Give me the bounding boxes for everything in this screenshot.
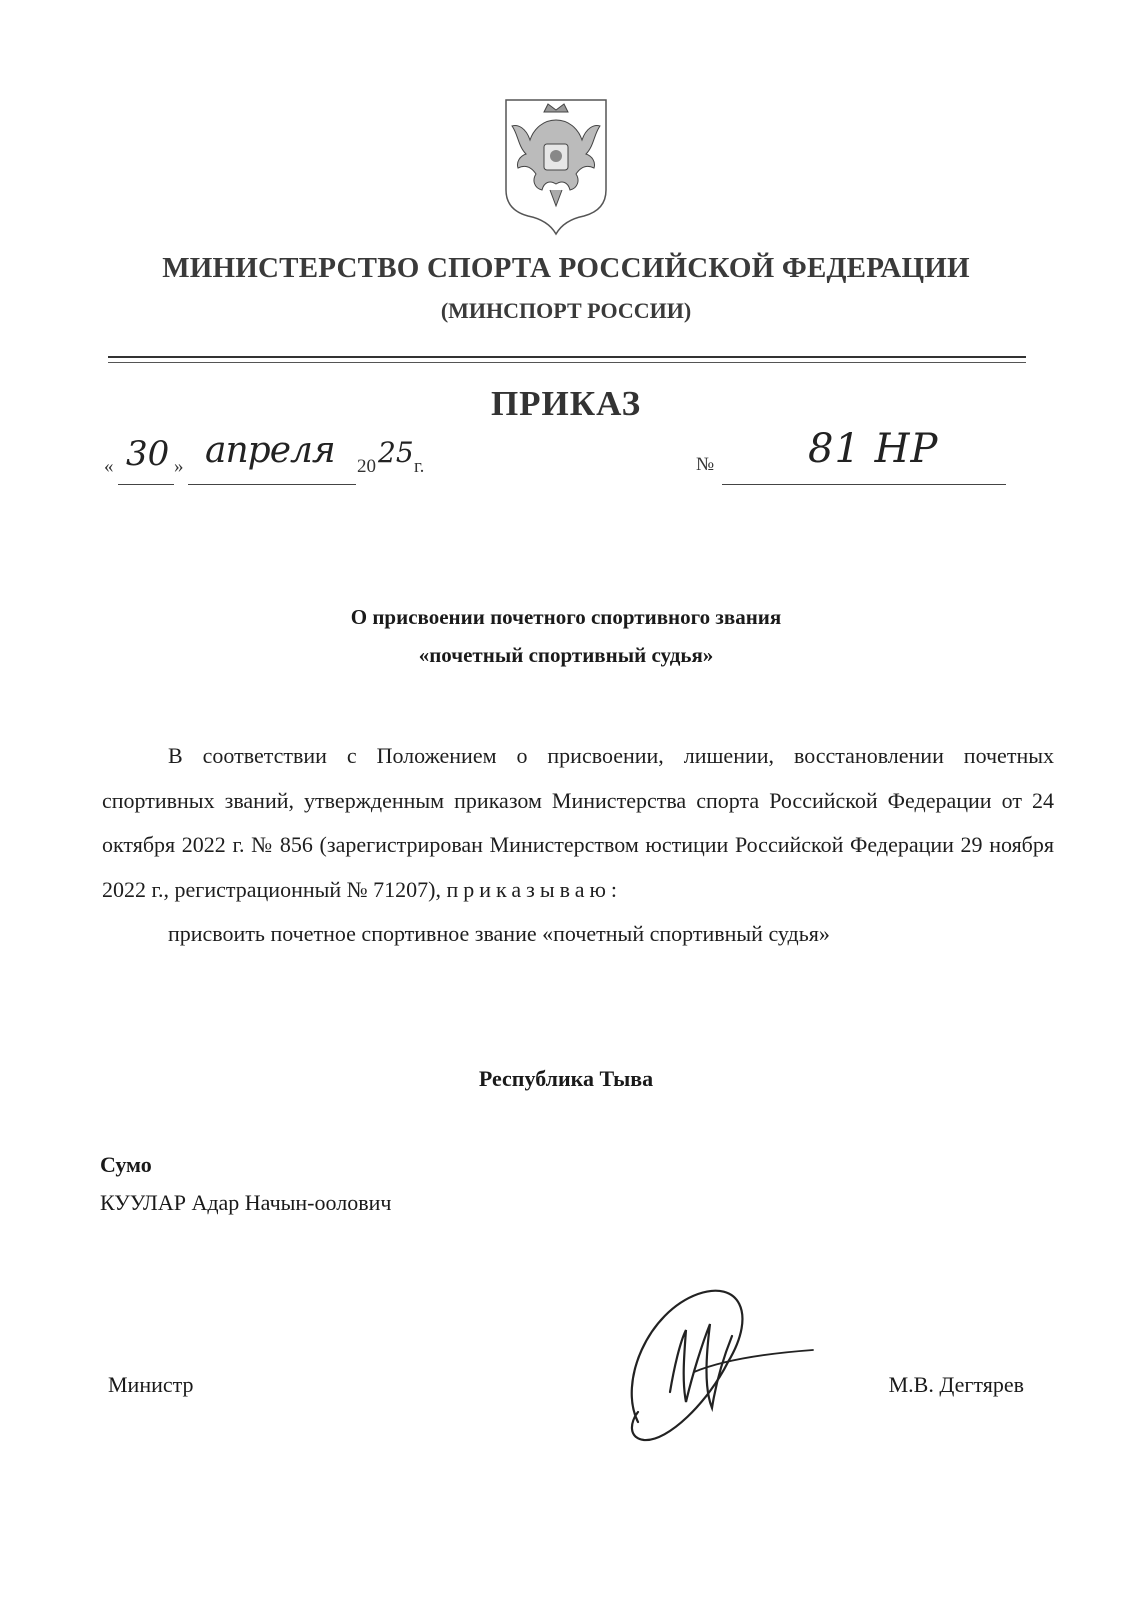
date-close-quote: » bbox=[174, 456, 184, 477]
order-number-underline bbox=[722, 484, 1006, 485]
date-month-underline bbox=[188, 484, 356, 485]
order-colon: : bbox=[610, 876, 618, 902]
date-year-handwritten: 25 bbox=[378, 436, 414, 469]
order-word: приказываю bbox=[446, 876, 611, 902]
body-paragraph-1-text: В соответствии с Положением о присвоении, лишении, восстановлении почетных спортивных званий, утвержденным приказом Министерства спорта Российской Федерации от 24 октября 2022 г. № 856 (зарегистрирован Министерством юстиции Российской Федерации 29 ноября 2022 г., регистрационный № 71207), bbox=[102, 743, 1054, 902]
order-number-label: № bbox=[696, 454, 715, 475]
header-divider-thin bbox=[108, 362, 1026, 363]
ministry-title: МИНИСТЕРСТВО СПОРТА РОССИЙСКОЙ ФЕДЕРАЦИИ bbox=[162, 252, 970, 284]
signatory-title: Министр bbox=[108, 1372, 194, 1397]
order-body bbox=[102, 734, 1054, 957]
awardee-name: КУУЛАР Адар Начын-оолович bbox=[100, 1190, 392, 1215]
body-paragraph-1 bbox=[102, 734, 1054, 912]
coat-of-arms-emblem bbox=[504, 98, 608, 238]
date-open-quote: « bbox=[104, 456, 114, 477]
body-paragraph-2: присвоить почетное спортивное звание «почетный спортивный судья» bbox=[168, 921, 830, 946]
date-year-prefix: 20 bbox=[357, 456, 376, 477]
order-number-value: 81 НР bbox=[808, 426, 939, 472]
date-day-underline bbox=[118, 484, 174, 485]
order-subject bbox=[0, 598, 1132, 674]
date-year-suffix: г. bbox=[414, 456, 425, 477]
handwritten-signature bbox=[608, 1272, 818, 1462]
region-heading: Республика Тыва bbox=[478, 1066, 654, 1091]
sport-name: Сумо bbox=[100, 1152, 152, 1177]
ministry-short-name: (МИНСПОРТ РОССИИ) bbox=[440, 298, 692, 323]
document-type: ПРИКАЗ bbox=[490, 384, 642, 423]
header-divider bbox=[108, 356, 1026, 358]
signatory-name: М.В. Дегтярев bbox=[888, 1372, 1024, 1397]
date-month: апреля bbox=[205, 430, 335, 471]
subject-line-2: «почетный спортивный судья» bbox=[418, 643, 714, 667]
date-day: 30 bbox=[126, 434, 170, 474]
subject-line-1: О присвоении почетного спортивного звания bbox=[350, 605, 782, 629]
